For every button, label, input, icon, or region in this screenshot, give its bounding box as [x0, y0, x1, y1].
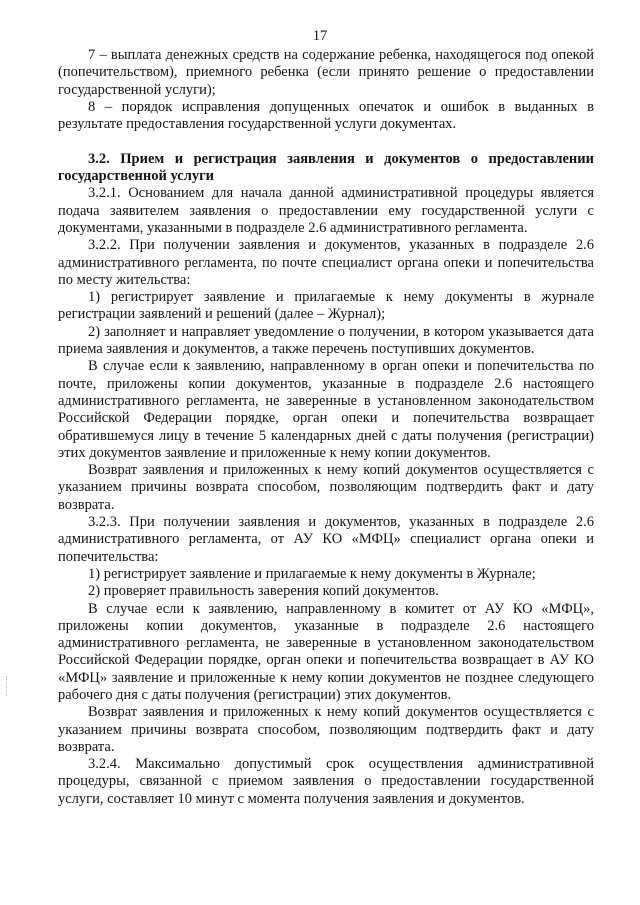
page-body [58, 47, 594, 808]
paragraph-mail-return: В случае если к заявлению, направленному в орган опеки и попечительства по почте, приложены копии документов, указанные в подразделе 2.6 настоящего административного регламента, не заверенные в установленном законодательством Российской Федерации порядке, орган опеки и попечительства возвращает обратившемуся лицу в течение 5 календарных дней с даты получения (регистрации) этих документов заявление и приложенные к нему копии документов. [58, 358, 594, 461]
clause-3-2-2: 3.2.2. При получении заявления и документов, указанных в подразделе 2.6 административного регламента, по почте специалист органа опеки и попечительства по месту жительства: [58, 237, 594, 288]
section-heading-3-2: 3.2. Прием и регистрация заявления и документов о предоставлении государственной услуги [58, 150, 594, 185]
clause-3-2-2-item-1: 1) регистрирует заявление и прилагаемые к нему документы в журнале регистрации заявлений и решений (далее – Журнал); [58, 289, 594, 323]
clause-3-2-3: 3.2.3. При получении заявления и документов, указанных в подразделе 2.6 административного регламента, от АУ КО «МФЦ» специалист органа опеки и попечительства: [58, 514, 594, 565]
clause-3-2-1: 3.2.1. Основанием для начала данной административной процедуры является подача заявителем заявления о предоставлении ему государственной услуги с документами, указанными в подразделе 2.6 административного регламента. [58, 185, 594, 236]
margin-scan-artifact [6, 676, 10, 696]
clause-3-2-3-item-2: 2) проверяет правильность заверения копий документов. [88, 583, 439, 600]
clause-3-2-2-item-2: 2) заполняет и направляет уведомление о получении, в котором указывается дата приема заявления и документов, а также перечень поступивших документов. [58, 323, 594, 358]
paragraph-return-method: Возврат заявления и приложенных к нему копий документов осуществляется с указанием причины возврата способом, позволяющим подтвердить факт и дату возврата. [58, 462, 594, 513]
page-number: 17 [312, 28, 328, 44]
clause-3-2-4: 3.2.4. Максимально допустимый срок осуществления административной процедуры, связанной с приемом заявления о предоставлении государственной услуги, составляет 10 минут с момента получения заявления и документов. [58, 756, 594, 807]
paragraph-return-method-2: Возврат заявления и приложенных к нему копий документов осуществляется с указанием причины возврата способом, позволяющим подтвердить факт и дату возврата. [58, 704, 594, 755]
paragraph-mfc-return: В случае если к заявлению, направленному в комитет от АУ КО «МФЦ», приложены копии документов, указанные в подразделе 2.6 настоящего административного регламента, не заверенные в установленном законодательством Российской Федерации порядке, орган опеки и попечительства возвращает в АУ КО «МФЦ» заявление и приложенные к нему копии документов не позднее следующего рабочего дня с даты получения (регистрации) этих документов. [58, 600, 594, 703]
clause-3-2-3-item-1: 1) регистрирует заявление и прилагаемые к нему документы в Журнале; [88, 565, 536, 582]
list-item-8: 8 – порядок исправления допущенных опечаток и ошибок в выданных в результате предоставления государственной услуги документах. [58, 98, 594, 133]
list-item-7: 7 – выплата денежных средств на содержание ребенка, находящегося под опекой (попечительством), приемного ребенка (если принято решение о предоставлении государственной услуги); [58, 47, 594, 98]
